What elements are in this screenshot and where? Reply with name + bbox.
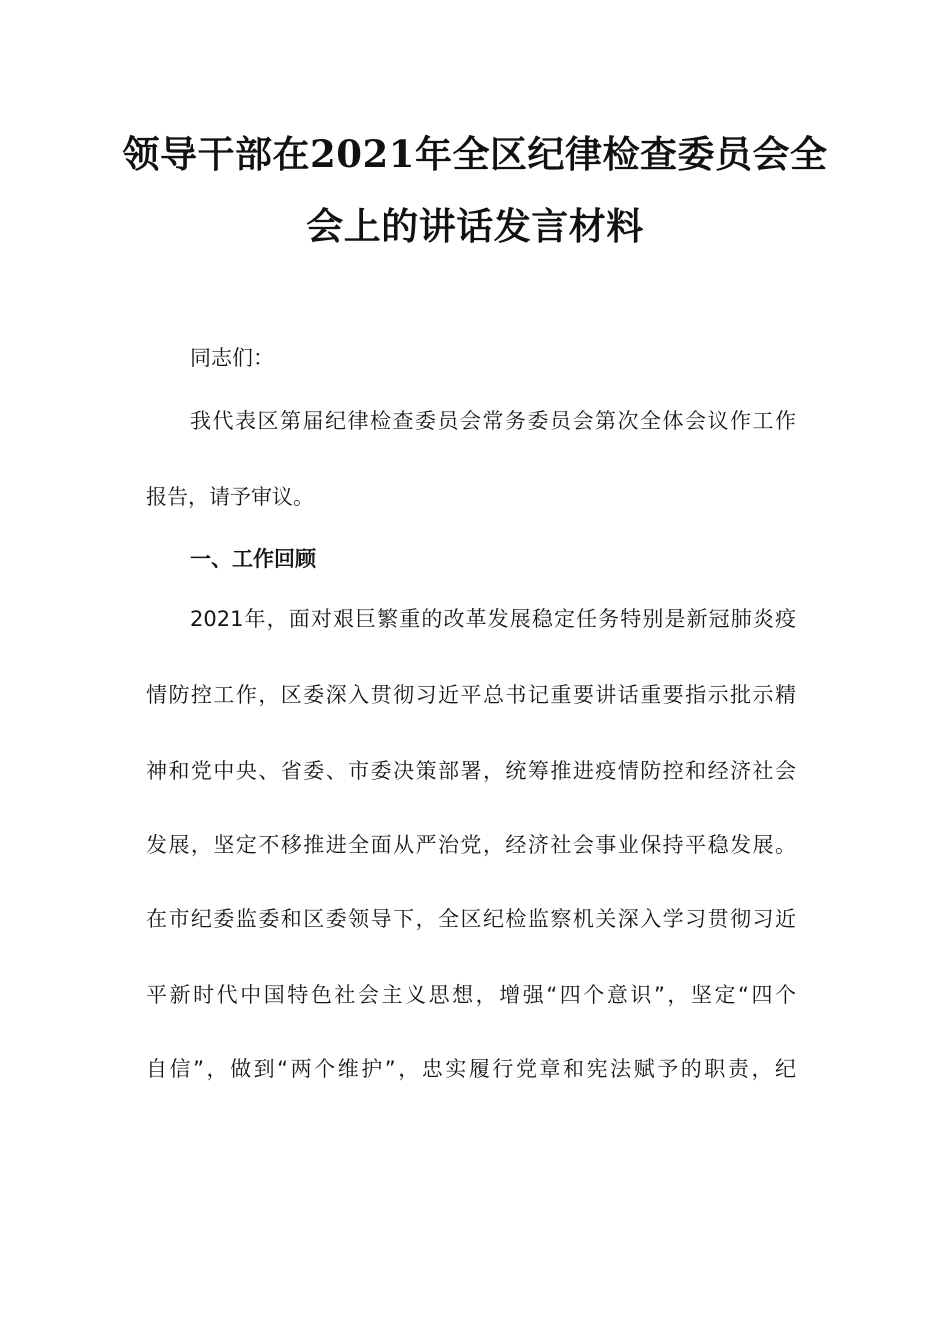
body-line-6: 平新时代中国特色社会主义思想，增强“四个意识”，坚定“四个: [146, 983, 796, 1007]
body-line-4: 发展，坚定不移推进全面从严治党，经济社会事业保持平稳发展。: [146, 833, 796, 857]
intro-line-2: 报告，请予审议。: [146, 485, 314, 509]
salutation: 同志们：: [190, 346, 274, 370]
body-line-2: 情防控工作，区委深入贯彻习近平总书记重要讲话重要指示批示精: [146, 683, 796, 707]
body-line-5: 在市纪委监委和区委领导下，全区纪检监察机关深入学习贯彻习近: [146, 907, 796, 931]
intro-line-1: 我代表区第届纪律检查委员会常务委员会第次全体会议作工作: [190, 409, 796, 433]
document-title-line-1: 领导干部在2021年全区纪律检查委员会全: [122, 132, 828, 176]
section-heading: 一、工作回顾: [190, 547, 316, 571]
document-title-line-2: 会上的讲话发言材料: [306, 204, 644, 248]
body-line-7: 自信”，做到“两个维护”，忠实履行党章和宪法赋予的职责，纪: [146, 1057, 796, 1081]
body-line-1: 2021年，面对艰巨繁重的改革发展稳定任务特别是新冠肺炎疫: [190, 607, 796, 631]
body-line-3: 神和党中央、省委、市委决策部署，统筹推进疫情防控和经济社会: [146, 759, 796, 783]
